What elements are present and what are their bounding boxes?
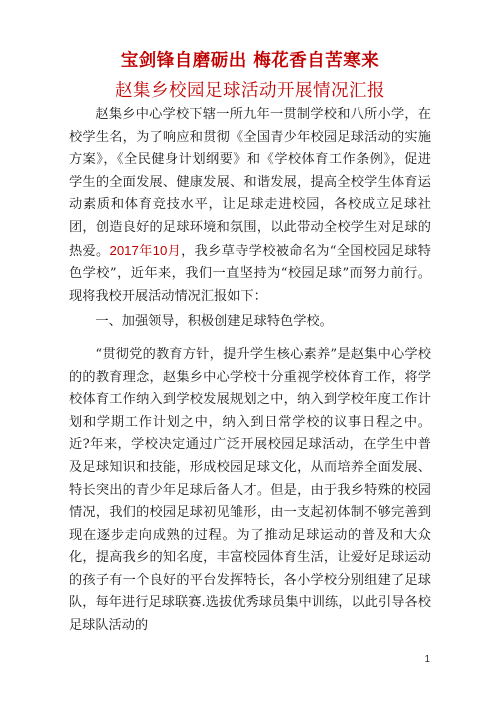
highlighted-date: 2017年10月 — [109, 242, 182, 258]
paragraph-intro — [69, 104, 431, 308]
paragraph-section-1: “贯彻党的教育方针，提升学生核心素养”是赵集中心学校的的教育理念，赵集乡中心学校十分重视学校体育工作，将学校体育工作纳入到学校发展规划之中，纳入到学校年度工作计划和学期工作计划之中，纳入到日常学校的议事日程之中。近?年来，学校决定通过广泛开展校园足球活动，在学生中普及足球知识和技能，形成校园足球文化，从而培养全面发展、特长突出的青少年足球后备人才。但是，由于我乡特殊的校园情况，我们的校园足球初见雏形，由一支起初体制不够完善到现在逐步走向成熟的过程。为了推动足球运动的普及和大众化，提高我乡的知名度，丰富校园体育生活，让爱好足球运动的孩子有一个良好的平台发挥特长，各小学校分别组建了足球队，每年进行足球联赛.选拔优秀球员集中训练，以此引导各校足球队活动的 — [69, 346, 431, 634]
document-subtitle: 赵集乡校园足球活动开展情况汇报 — [115, 81, 385, 101]
page-number: 1 — [424, 654, 430, 665]
paragraph-intro-text-b: ，我乡草寺学校被命名为“全国校园足球特色学校”，近年来，我们一直坚持为“校园足球”而努力前行。现将我校开展活动情况汇报如下： — [69, 243, 431, 304]
document-title: 宝剑锋自磨砺出 梅花香自苦寒来 — [120, 51, 380, 71]
document-body — [69, 104, 431, 638]
section-heading-1: 一、加强领导，积极创建足球特色学校。 — [95, 314, 333, 330]
paragraph-intro-text-a: 赵集乡中心学校下辖一所九年一贯制学校和八所小学，在校学生名，为了响应和贯彻《全国青少年校园足球活动的实施方案》，《全民健身计划纲要》和《学校体育工作条例》，促进学生的全面发展、健康发展、和谐发展，提高全校学生体育运动素质和体育竞技水平，让足球走进校园，各校成立足球社团，创造良好的足球环境和氛围，以此带动全校学生对足球的热爱。 — [69, 107, 431, 259]
